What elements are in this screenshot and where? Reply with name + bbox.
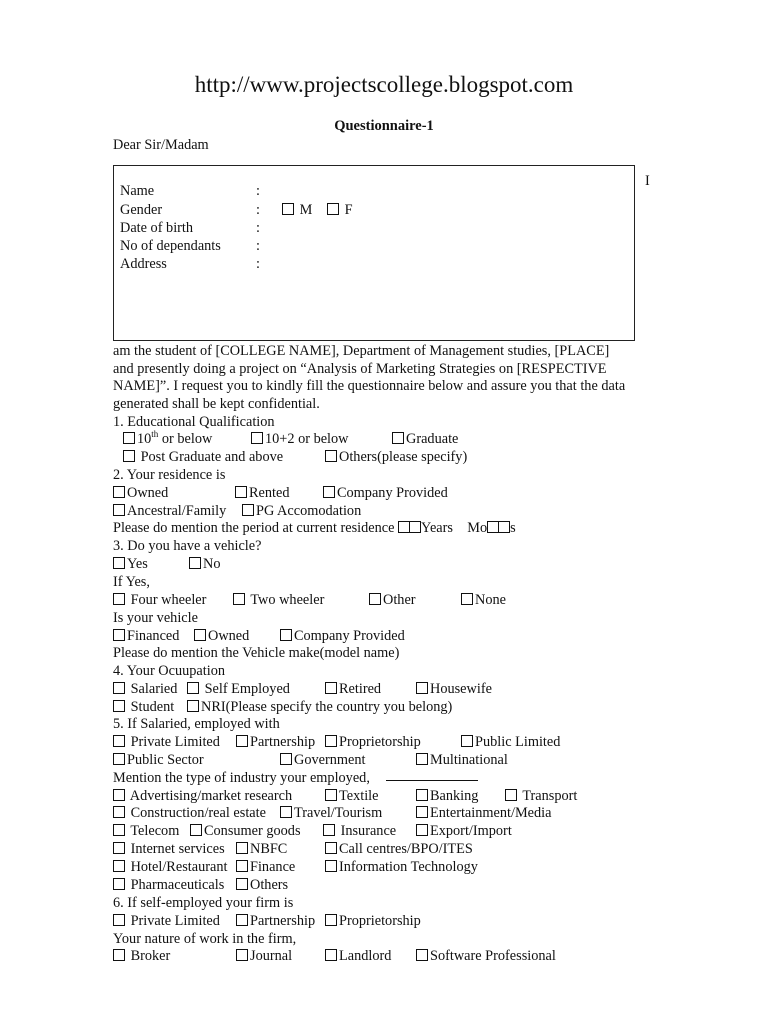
- side-letter: I: [645, 173, 650, 189]
- q5-opt-proprietorship[interactable]: [325, 733, 421, 751]
- industry-call-centres[interactable]: [325, 840, 473, 858]
- q4-housewife-label: Housewife: [430, 681, 492, 697]
- checkbox-icon[interactable]: [323, 486, 335, 498]
- q3-other-label: Other: [383, 592, 416, 608]
- checkbox-icon[interactable]: [416, 806, 428, 818]
- checkbox-icon[interactable]: [325, 860, 337, 872]
- q3-opt-two-wheeler[interactable]: [233, 591, 324, 609]
- industry-travel-label: Travel/Tourism: [294, 805, 383, 821]
- checkbox-icon[interactable]: [113, 629, 125, 641]
- gender-female-label: F: [344, 202, 353, 218]
- q4-opt-housewife[interactable]: [416, 680, 492, 698]
- q3-opt-no[interactable]: [189, 555, 220, 573]
- q5-proprietorship-label: Proprietorship: [339, 734, 421, 750]
- q5-opt-partnership[interactable]: [236, 733, 315, 751]
- industry-others-label: Others: [250, 877, 289, 893]
- q6-landlord-label: Landlord: [339, 948, 392, 964]
- industry-it-label: Information Technology: [339, 859, 478, 875]
- industry-internet-label: Internet services: [127, 841, 225, 857]
- industry-hotel-label: Hotel/Restaurant: [127, 859, 228, 875]
- checkbox-icon[interactable]: [325, 735, 337, 747]
- address-colon: :: [256, 256, 260, 272]
- checkbox-icon[interactable]: [123, 432, 135, 444]
- checkbox-icon[interactable]: [498, 521, 510, 533]
- checkbox-icon[interactable]: [113, 878, 125, 890]
- q5-opt-public-limited[interactable]: [461, 733, 560, 751]
- checkbox-icon[interactable]: [113, 753, 125, 765]
- checkbox-icon[interactable]: [113, 682, 125, 694]
- q2-owned-label: Owned: [127, 485, 169, 501]
- questionnaire-title: Questionnaire-1: [334, 118, 434, 134]
- q1-tenth-sup: th: [151, 429, 159, 440]
- industry-construction-label: Construction/real estate: [127, 805, 266, 821]
- industry-pharma-label: Pharmaceuticals: [127, 877, 225, 893]
- industry-finance[interactable]: [236, 858, 295, 876]
- checkbox-icon[interactable]: [113, 860, 125, 872]
- q6-private-label: Private Limited: [127, 913, 220, 929]
- industry-entertainment-label: Entertainment/Media: [430, 805, 552, 821]
- intro-line-3: NAME]”. I request you to kindly fill the questionnaire below and assure you that the data: [113, 378, 626, 394]
- q3-yes-label: Yes: [127, 556, 148, 572]
- q3-opt-none[interactable]: [461, 591, 506, 609]
- q6-opt-landlord[interactable]: [325, 947, 391, 965]
- q2-opt-rented[interactable]: [235, 484, 290, 502]
- q5-government-label: Government: [294, 752, 366, 768]
- q1-tenth-base: 10: [137, 431, 152, 447]
- q5-opt-government[interactable]: [280, 751, 365, 769]
- checkbox-icon[interactable]: [113, 504, 125, 516]
- checkbox-icon[interactable]: [113, 735, 125, 747]
- industry-hotel[interactable]: [113, 858, 227, 876]
- checkbox-icon[interactable]: [416, 753, 428, 765]
- industry-insurance-label: Insurance: [337, 823, 397, 839]
- q1-others-label: Others(please specify): [339, 449, 468, 465]
- industry-blank-line[interactable]: [386, 780, 478, 781]
- q1-tenth-rest: or below: [158, 431, 213, 447]
- name-colon: :: [256, 183, 260, 199]
- checkbox-icon[interactable]: [409, 521, 421, 533]
- industry-others[interactable]: [236, 876, 288, 894]
- q6-opt-software[interactable]: [416, 947, 556, 965]
- checkbox-icon[interactable]: [325, 842, 337, 854]
- checkbox-icon[interactable]: [416, 682, 428, 694]
- checkbox-icon[interactable]: [187, 682, 199, 694]
- checkbox-icon[interactable]: [113, 789, 125, 801]
- q1-opt-pg[interactable]: [123, 448, 283, 466]
- industry-internet[interactable]: [113, 840, 225, 858]
- q3-if-yes: If Yes,: [113, 574, 150, 590]
- industry-construction[interactable]: [113, 804, 266, 822]
- checkbox-icon[interactable]: [236, 949, 248, 961]
- checkbox-icon[interactable]: [505, 789, 517, 801]
- checkbox-icon[interactable]: [280, 753, 292, 765]
- address-label: Address: [120, 256, 167, 272]
- q1-opt-tenth[interactable]: [123, 430, 212, 448]
- q2-months-suffix: s: [510, 520, 516, 536]
- checkbox-icon[interactable]: [123, 450, 135, 462]
- checkbox-icon[interactable]: [416, 949, 428, 961]
- gender-female-option[interactable]: [327, 201, 353, 219]
- checkbox-icon[interactable]: [280, 806, 292, 818]
- q2-period-label: Please do mention the period at current residence: [113, 520, 395, 536]
- checkbox-icon[interactable]: [194, 629, 206, 641]
- q2-opt-company[interactable]: [323, 484, 448, 502]
- q4-student-label: Student: [127, 699, 175, 715]
- checkbox-icon[interactable]: [113, 949, 125, 961]
- q5-opt-multinational[interactable]: [416, 751, 508, 769]
- header-url[interactable]: http://www.projectscollege.blogspot.com: [194, 72, 574, 97]
- checkbox-icon[interactable]: [461, 735, 473, 747]
- q5-title: 5. If Salaried, employed with: [113, 716, 280, 732]
- checkbox-icon[interactable]: [113, 700, 125, 712]
- q6-broker-label: Broker: [127, 948, 171, 964]
- industry-entertainment[interactable]: [416, 804, 551, 822]
- q3-no-label: No: [203, 556, 221, 572]
- q6-opt-broker[interactable]: [113, 947, 170, 965]
- q3-two-wheeler-label: Two wheeler: [247, 592, 325, 608]
- q4-title: 4. Your Ocuupation: [113, 663, 225, 679]
- checkbox-icon[interactable]: [325, 949, 337, 961]
- q4-opt-retired[interactable]: [325, 680, 381, 698]
- q5-opt-private[interactable]: [113, 733, 220, 751]
- q6-proprietorship-label: Proprietorship: [339, 913, 421, 929]
- checkbox-icon[interactable]: [236, 914, 248, 926]
- industry-banking[interactable]: [416, 787, 478, 805]
- industry-export-label: Export/Import: [430, 823, 512, 839]
- q5-multinational-label: Multinational: [430, 752, 508, 768]
- industry-advertising-label: Advertising/market research: [127, 788, 293, 804]
- q3-is-vehicle: Is your vehicle: [113, 610, 198, 626]
- checkbox-icon[interactable]: [236, 842, 248, 854]
- q2-years-label: Years: [421, 520, 453, 536]
- q3-opt-four-wheeler[interactable]: [113, 591, 206, 609]
- q5-partnership-label: Partnership: [250, 734, 316, 750]
- gender-male-option[interactable]: [282, 201, 312, 219]
- q2-opt-owned[interactable]: [113, 484, 168, 502]
- q3-owned-label: Owned: [208, 628, 250, 644]
- checkbox-icon[interactable]: [251, 432, 263, 444]
- industry-pharma[interactable]: [113, 876, 224, 894]
- q1-title: 1. Educational Qualification: [113, 414, 275, 430]
- q6-opt-proprietorship[interactable]: [325, 912, 421, 930]
- q3-none-label: None: [475, 592, 506, 608]
- industry-finance-label: Finance: [250, 859, 296, 875]
- industry-insurance[interactable]: [323, 822, 396, 840]
- q4-salaried-label: Salaried: [127, 681, 178, 697]
- salutation: Dear Sir/Madam: [113, 137, 209, 153]
- dependants-label: No of dependants: [120, 238, 221, 254]
- q1-pg-label: Post Graduate and above: [137, 449, 284, 465]
- q3-company-label: Company Provided: [294, 628, 405, 644]
- q2-title: 2. Your residence is: [113, 467, 226, 483]
- checkbox-icon[interactable]: [236, 735, 248, 747]
- q4-retired-label: Retired: [339, 681, 382, 697]
- q1-opt-graduate[interactable]: [392, 430, 458, 448]
- industry-travel[interactable]: [280, 804, 382, 822]
- intro-line-2: and presently doing a project on “Analysis of Marketing Strategies on [RESPECTIVE: [113, 361, 607, 377]
- gender-colon: :: [256, 202, 260, 218]
- q5-private-label: Private Limited: [127, 734, 220, 750]
- gender-male-label: M: [299, 202, 313, 218]
- checkbox-icon[interactable]: [113, 557, 125, 569]
- q4-nri-label: NRI(Please specify the country you belong): [201, 699, 453, 715]
- checkbox-icon[interactable]: [280, 629, 292, 641]
- q2-company-label: Company Provided: [337, 485, 448, 501]
- checkbox-icon[interactable]: [113, 842, 125, 854]
- q2-months-prefix: Mo: [467, 520, 488, 536]
- q3-opt-other[interactable]: [369, 591, 416, 609]
- industry-transport-label: Transport: [519, 788, 578, 804]
- q5-opt-public-sector[interactable]: [113, 751, 204, 769]
- q4-opt-nri[interactable]: [187, 698, 452, 716]
- checkbox-icon[interactable]: [233, 593, 245, 605]
- checkbox-icon[interactable]: [113, 806, 125, 818]
- checkbox-icon[interactable]: [323, 824, 335, 836]
- q2-opt-pg[interactable]: [242, 502, 361, 520]
- q4-opt-student[interactable]: [113, 698, 174, 716]
- checkbox-icon[interactable]: [236, 878, 248, 890]
- checkbox-icon[interactable]: [113, 914, 125, 926]
- q1-graduate-label: Graduate: [406, 431, 459, 447]
- checkbox-icon[interactable]: [113, 593, 125, 605]
- q4-opt-self-employed[interactable]: [187, 680, 290, 698]
- q5-public-limited-label: Public Limited: [475, 734, 561, 750]
- industry-telecom-label: Telecom: [127, 823, 180, 839]
- q3-make: Please do mention the Vehicle make(model name): [113, 645, 400, 661]
- industry-it[interactable]: [325, 858, 478, 876]
- q3-opt-yes[interactable]: [113, 555, 148, 573]
- checkbox-icon[interactable]: [113, 824, 125, 836]
- q6-opt-private[interactable]: [113, 912, 220, 930]
- q6-journal-label: Journal: [250, 948, 293, 964]
- checkbox-icon[interactable]: [416, 824, 428, 836]
- checkbox-icon[interactable]: [187, 700, 199, 712]
- checkbox-icon[interactable]: [282, 203, 294, 215]
- q3-four-wheeler-label: Four wheeler: [127, 592, 207, 608]
- checkbox-icon[interactable]: [236, 860, 248, 872]
- q3-financed-label: Financed: [127, 628, 180, 644]
- dob-colon: :: [256, 220, 260, 236]
- gender-label: Gender: [120, 202, 163, 218]
- industry-consumer-goods[interactable]: [190, 822, 301, 840]
- checkbox-icon[interactable]: [461, 593, 473, 605]
- q6-nature: Your nature of work in the firm,: [113, 931, 297, 947]
- q1-opt-twelve[interactable]: [251, 430, 349, 448]
- industry-call-centres-label: Call centres/BPO/ITES: [339, 841, 473, 857]
- q6-title: 6. If self-employed your firm is: [113, 895, 294, 911]
- checkbox-icon[interactable]: [416, 789, 428, 801]
- checkbox-icon[interactable]: [369, 593, 381, 605]
- q2-rented-label: Rented: [249, 485, 290, 501]
- checkbox-icon[interactable]: [190, 824, 202, 836]
- q6-opt-partnership[interactable]: [236, 912, 315, 930]
- checkbox-icon[interactable]: [392, 432, 404, 444]
- industry-export[interactable]: [416, 822, 512, 840]
- q2-pg-label: PG Accomodation: [256, 503, 362, 519]
- checkbox-icon[interactable]: [113, 486, 125, 498]
- q3-opt-company[interactable]: [280, 627, 405, 645]
- q3-opt-owned[interactable]: [194, 627, 249, 645]
- q1-opt-others[interactable]: [325, 448, 467, 466]
- industry-textile[interactable]: [325, 787, 379, 805]
- q4-opt-salaried[interactable]: [113, 680, 177, 698]
- q3-opt-financed[interactable]: [113, 627, 179, 645]
- industry-consumer-goods-label: Consumer goods: [204, 823, 301, 839]
- dependants-colon: :: [256, 238, 260, 254]
- industry-advertising[interactable]: [113, 787, 292, 805]
- q4-self-employed-label: Self Employed: [201, 681, 290, 697]
- industry-nbfc-label: NBFC: [250, 841, 288, 857]
- dob-label: Date of birth: [120, 220, 194, 236]
- checkbox-icon[interactable]: [235, 486, 247, 498]
- q5-public-sector-label: Public Sector: [127, 752, 204, 768]
- checkbox-icon[interactable]: [189, 557, 201, 569]
- name-label: Name: [120, 183, 155, 199]
- industry-nbfc[interactable]: [236, 840, 287, 858]
- intro-line-1: am the student of [COLLEGE NAME], Department of Management studies, [PLACE]: [113, 343, 610, 359]
- q2-period-row: [113, 519, 516, 537]
- checkbox-icon[interactable]: [325, 789, 337, 801]
- intro-line-4: generated shall be kept confidential.: [113, 396, 320, 412]
- q2-opt-ancestral[interactable]: [113, 502, 226, 520]
- checkbox-icon[interactable]: [242, 504, 254, 516]
- q3-title: 3. Do you have a vehicle?: [113, 538, 262, 554]
- checkbox-icon[interactable]: [325, 914, 337, 926]
- industry-banking-label: Banking: [430, 788, 479, 804]
- q5-industry-label: Mention the type of industry your employed,: [113, 770, 370, 786]
- industry-telecom[interactable]: [113, 822, 179, 840]
- industry-textile-label: Textile: [339, 788, 379, 804]
- checkbox-icon[interactable]: [325, 450, 337, 462]
- checkbox-icon[interactable]: [327, 203, 339, 215]
- industry-transport[interactable]: [505, 787, 577, 805]
- q6-partnership-label: Partnership: [250, 913, 316, 929]
- q1-twelve-label: 10+2 or below: [265, 431, 349, 447]
- q6-software-label: Software Professional: [430, 948, 556, 964]
- checkbox-icon[interactable]: [325, 682, 337, 694]
- q6-opt-journal[interactable]: [236, 947, 292, 965]
- q2-ancestral-label: Ancestral/Family: [127, 503, 227, 519]
